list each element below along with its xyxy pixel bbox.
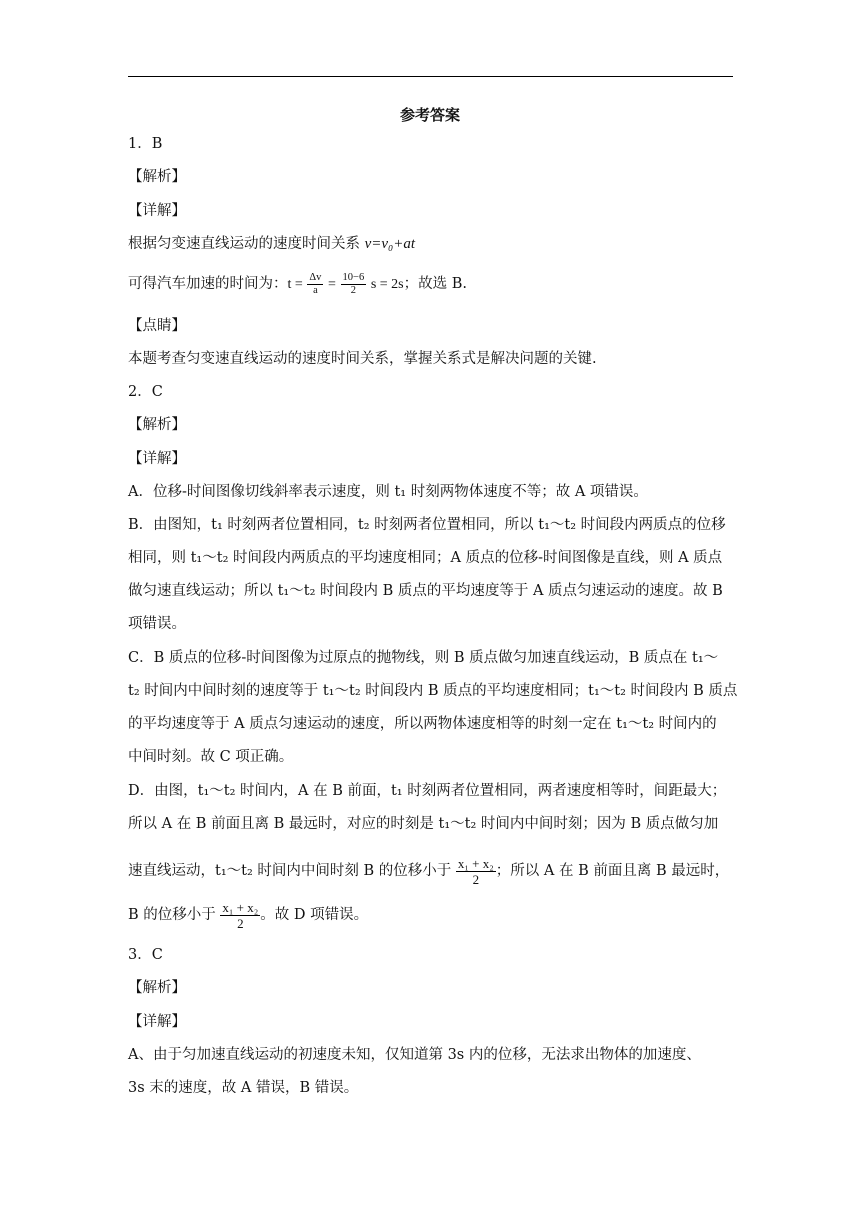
q1-fraction-num: 10−6: [342, 271, 365, 283]
q3-line-a1: A、由于匀加速直线运动的初速度未知，仅知道第 3s 内的位移，无法求出物体的加速度、: [128, 1047, 701, 1063]
q2-fraction-den: 2: [472, 871, 480, 887]
q2-line-c2: t₂ 时间内中间时刻的速度等于 t₁～t₂ 时间段内 B 质点的平均速度相同；t₁～t₂ 时间段内 B 质点: [128, 683, 738, 699]
q1-formula-eq: =: [328, 277, 336, 292]
page-title: 参考答案: [399, 106, 460, 124]
q2-fraction-num: x₁ + x₂: [457, 855, 494, 871]
q2-line-b2: 相同，则 t₁～t₂ 时间段内两质点的平均速度相同；A 质点的位移-时间图像是直线，则 A 质点: [128, 550, 723, 566]
q2-line-d3-suffix: ；所以 A 在 B 前面且离 B 最远时，: [495, 863, 730, 879]
q2-line-a: A．位移-时间图像切线斜率表示速度，则 t₁ 时刻两物体速度不等；故 A 项错误。: [128, 484, 648, 500]
q2-analysis-label: 【解析】: [128, 417, 186, 433]
q2-line-c3: 的平均速度等于 A 质点匀速运动的速度，所以两物体速度相等的时刻一定在 t₁～t₂ 时间内的: [128, 716, 717, 732]
q1-comment-label: 【点睛】: [128, 318, 186, 334]
header-rule: [128, 76, 733, 77]
q1-formula-result: s = 2s: [370, 277, 404, 292]
q1-detail-line2-suffix: ；故选 B.: [403, 276, 467, 292]
q3-analysis-label: 【解析】: [128, 980, 186, 996]
q3-detail-label: 【详解】: [128, 1014, 186, 1030]
q1-formula-velocity: v=v₀+at: [364, 236, 416, 252]
q2-line-d2: 所以 A 在 B 前面且离 B 最远时，对应的时刻是 t₁～t₂ 时间内中间时刻；因为 B 质点做匀加: [128, 816, 719, 832]
q1-fraction-den: 2: [350, 284, 356, 296]
q1-fraction-a: a: [313, 284, 318, 296]
q2-line-d4: [128, 893, 368, 937]
q2-line-c4: 中间时刻。故 C 项正确。: [128, 749, 294, 765]
q1-detail-label: 【详解】: [128, 203, 186, 219]
q1-analysis-label: 【解析】: [128, 169, 186, 185]
q2-line-d4-suffix: 。故 D 项错误。: [260, 907, 369, 923]
q2-fraction-den-2: 2: [237, 915, 244, 931]
q1-answer: 1．B: [128, 136, 163, 152]
q1-detail-line2: [128, 264, 467, 305]
q2-fraction-num-2: x₁ + x₂: [222, 899, 259, 915]
q2-line-d1: D．由图，t₁～t₂ 时间内，A 在 B 前面，t₁ 时刻两者位置相同，两者速度相等时，间距最大；: [128, 783, 727, 799]
q2-answer: 2．C: [128, 384, 163, 400]
q1-detail-line2-prefix: 可得汽车加速的时间为：: [128, 276, 288, 292]
q1-formula-t: t =: [287, 277, 303, 292]
q2-line-d3: [128, 849, 729, 893]
q2-line-b1: B．由图知，t₁ 时刻两者位置相同，t₂ 时刻两者位置相同，所以 t₁～t₂ 时间段内两质点的位移: [128, 517, 726, 533]
q2-line-b3: 做匀速直线运动；所以 t₁～t₂ 时间段内 B 质点的平均速度等于 A 质点匀速运动的速度。故 B: [128, 583, 723, 599]
q1-fraction-values: [341, 272, 367, 297]
q3-answer: 3．C: [128, 947, 163, 963]
q1-fraction-dv-a: [307, 272, 323, 297]
q1-fraction-dv: Δv: [309, 271, 322, 283]
q1-comment-text: 本题考查匀变速直线运动的速度时间关系，掌握关系式是解决问题的关键.: [128, 351, 597, 367]
q2-detail-label: 【详解】: [128, 451, 186, 467]
q3-line-a2: 3s 末的速度，故 A 错误，B 错误。: [128, 1080, 359, 1096]
q1-detail-line1: [128, 233, 415, 255]
q2-fraction-half-sum-2: [220, 900, 260, 931]
q2-line-b4: 项错误。: [128, 616, 186, 632]
q1-detail-line1-text: 根据匀变速直线运动的速度时间关系: [128, 236, 365, 252]
q2-fraction-half-sum: [456, 856, 496, 887]
q2-line-c1: C．B 质点的位移-时间图像为过原点的抛物线，则 B 质点做匀加速直线运动，B 质点在 t₁～: [128, 650, 719, 666]
q2-line-d3-prefix: 速直线运动，t₁～t₂ 时间内中间时刻 B 的位移小于: [128, 863, 452, 879]
q2-line-d4-prefix: B 的位移小于: [128, 907, 216, 923]
